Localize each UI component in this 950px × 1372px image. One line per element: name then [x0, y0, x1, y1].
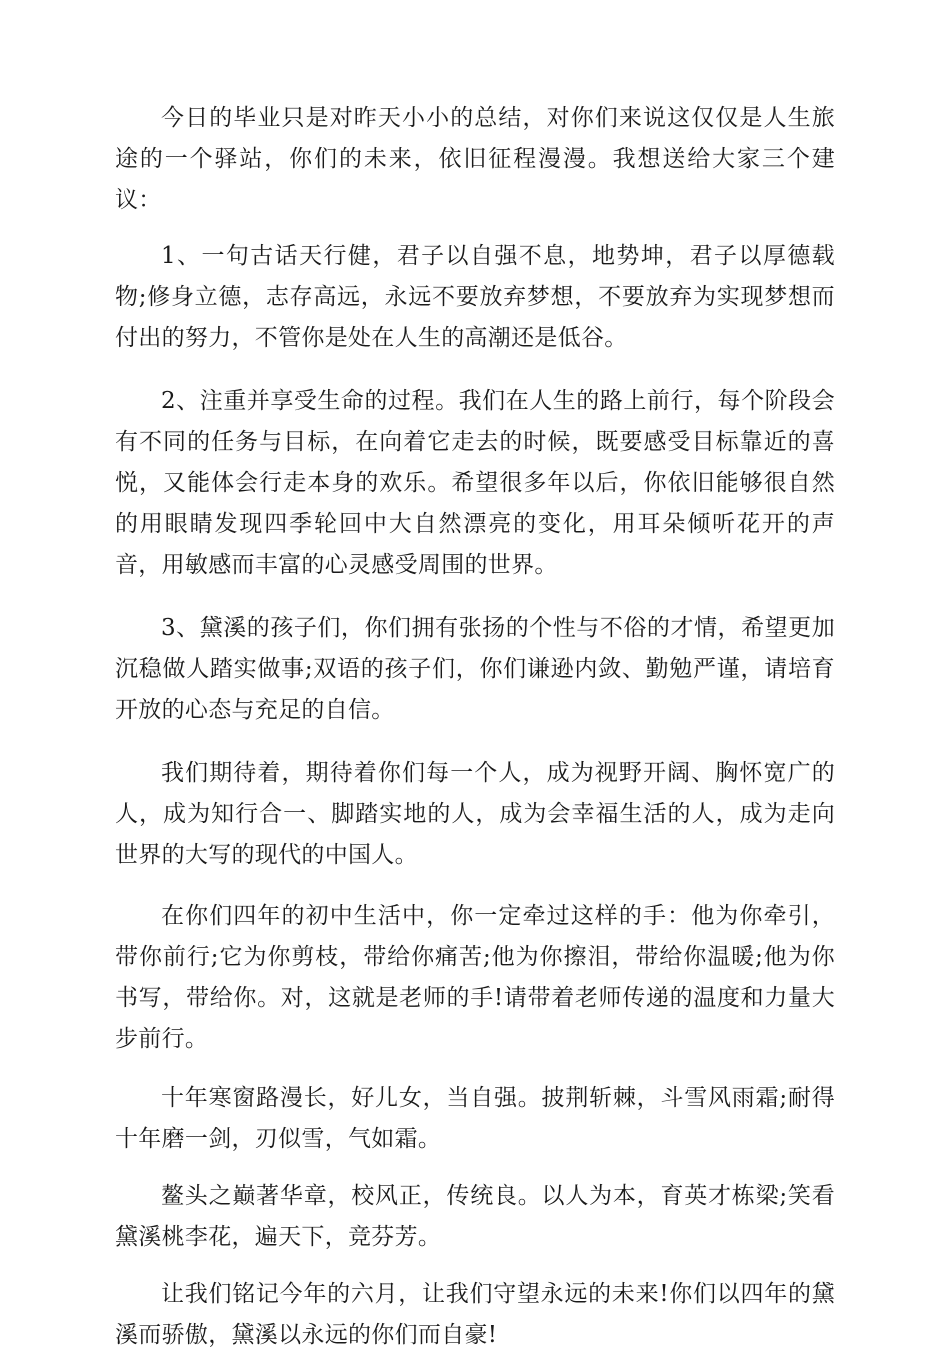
- paragraph-suggestion-3: 3、黛溪的孩子们，你们拥有张扬的个性与不俗的才情，希望更加沉稳做人踏实做事;双语的孩子们，你们谦逊内敛、勤勉严谨，请培育开放的心态与充足的自信。: [115, 615, 835, 723]
- paragraph-teacher-hands: 在你们四年的初中生活中，你一定牵过这样的手：他为你牵引，带你前行;它为你剪枝，带给你痛苦;他为你擦泪，带给你温暖;他为你书写，带给你。对，这就是老师的手!请带着老师传递的温度和力量大步前行。: [115, 903, 835, 1052]
- paragraph-closing: 让我们铭记今年的六月，让我们守望永远的未来!你们以四年的黛溪而骄傲，黛溪以永远的你们而自豪!: [115, 1281, 835, 1348]
- paragraph-suggestion-2: 2、注重并享受生命的过程。我们在人生的路上前行，每个阶段会有不同的任务与目标，在向着它走去的时候，既要感受目标靠近的喜悦，又能体会行走本身的欢乐。希望很多年以后，你依旧能够很自然的用眼睛发现四季轮回中大自然漂亮的变化，用耳朵倾听花开的声音，用敏感而丰富的心灵感受周围的世界。: [115, 388, 835, 578]
- paragraph-verse-1: 十年寒窗路漫长，好儿女，当自强。披荆斩棘，斗雪风雨霜;耐得十年磨一剑，刃似雪，气如霜。: [115, 1085, 835, 1152]
- document-page: [115, 98, 835, 1372]
- paragraph-expectation: 我们期待着，期待着你们每一个人，成为视野开阔、胸怀宽广的人，成为知行合一、脚踏实地的人，成为会幸福生活的人，成为走向世界的大写的现代的中国人。: [115, 760, 835, 868]
- paragraph-verse-2: 鳌头之巅著华章，校风正，传统良。以人为本，育英才栋梁;笑看黛溪桃李花，遍天下，竞芬芳。: [115, 1183, 835, 1250]
- paragraph-suggestion-1: 1、一句古话天行健，君子以自强不息，地势坤，君子以厚德载物;修身立德，志存高远，永远不要放弃梦想，不要放弃为实现梦想而付出的努力，不管你是处在人生的高潮还是低谷。: [115, 243, 835, 351]
- paragraph-opening: 今日的毕业只是对昨天小小的总结，对你们来说这仅仅是人生旅途的一个驿站，你们的未来，依旧征程漫漫。我想送给大家三个建议：: [115, 105, 835, 213]
